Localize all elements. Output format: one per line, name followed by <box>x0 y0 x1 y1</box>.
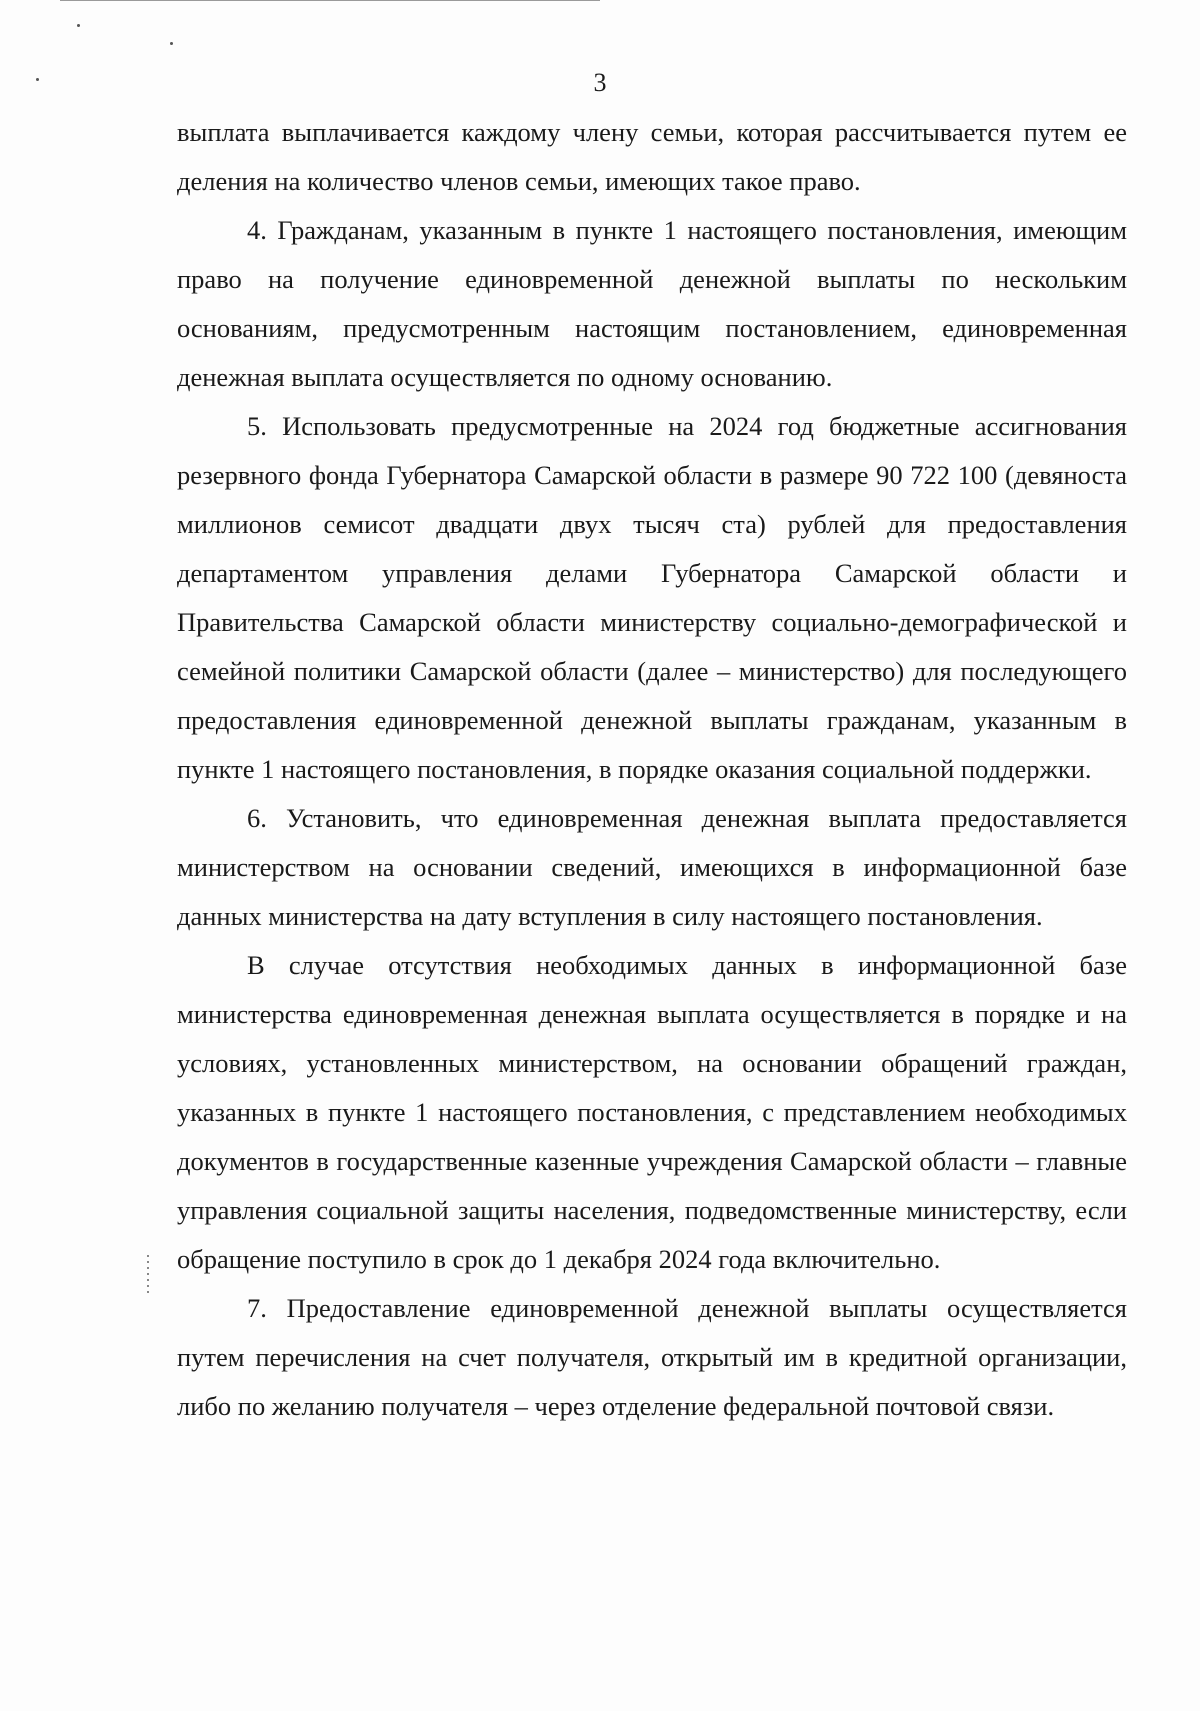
paragraph-continuation: выплата выплачивается каждому члену семьи, которая рассчитывается путем ее деления на количество членов семьи, имеющих такое право. <box>177 117 1127 196</box>
paragraph-item-6: 6. Установить, что единовременная денежная выплата предоставляется министерством на основании сведений, имеющихся в информационной базе данных министерства на дату вступления в силу настоящего постановления. <box>177 803 1127 931</box>
paragraph-item-6-continued: В случае отсутствия необходимых данных в информационной базе министерства единовременная денежная выплата осуществляется в порядке и на условиях, установленных министерством, на основании обращений граждан, указанных в пункте 1 настоящего постановления, с представлением необходимых документов в государственные казенные учреждения Самарской области – главные управления социальной защиты населения, подведомственные министерству, если обращение поступило в срок до 1 декабря 2024 года включительно. <box>177 950 1127 1274</box>
scan-speck <box>170 42 173 45</box>
page-number: 3 <box>593 68 607 97</box>
scan-speck <box>77 24 80 27</box>
paragraph-item-7: 7. Предоставление единовременной денежной выплаты осуществляется путем перечисления на счет получателя, открытый им в кредитной организации, либо по желанию получателя – через отделение федеральной почтовой связи. <box>177 1293 1127 1421</box>
document-body <box>177 108 1127 1431</box>
paragraph-item-5: 5. Использовать предусмотренные на 2024 год бюджетные ассигнования резервного фонда Губернатора Самарской области в размере 90 722 100 (девяноста миллионов семисот двадцати двух тысяч ста) рублей для предоставления департаментом управления делами Губернатора Самарской области и Правительства Самарской области министерству социально-демографической и семейной политики Самарской области (далее – министерство) для последующего предоставления единовременной денежной выплаты гражданам, указанным в пункте 1 настоящего постановления, в порядке оказания социальной поддержки. <box>177 411 1127 784</box>
scan-speck <box>147 1255 149 1295</box>
scan-edge-line <box>60 0 600 1</box>
paragraph-item-4: 4. Гражданам, указанным в пункте 1 настоящего постановления, имеющим право на получение единовременной денежной выплаты по нескольким основаниям, предусмотренным настоящим постановлением, единовременная денежная выплата осуществляется по одному основанию. <box>177 215 1127 392</box>
